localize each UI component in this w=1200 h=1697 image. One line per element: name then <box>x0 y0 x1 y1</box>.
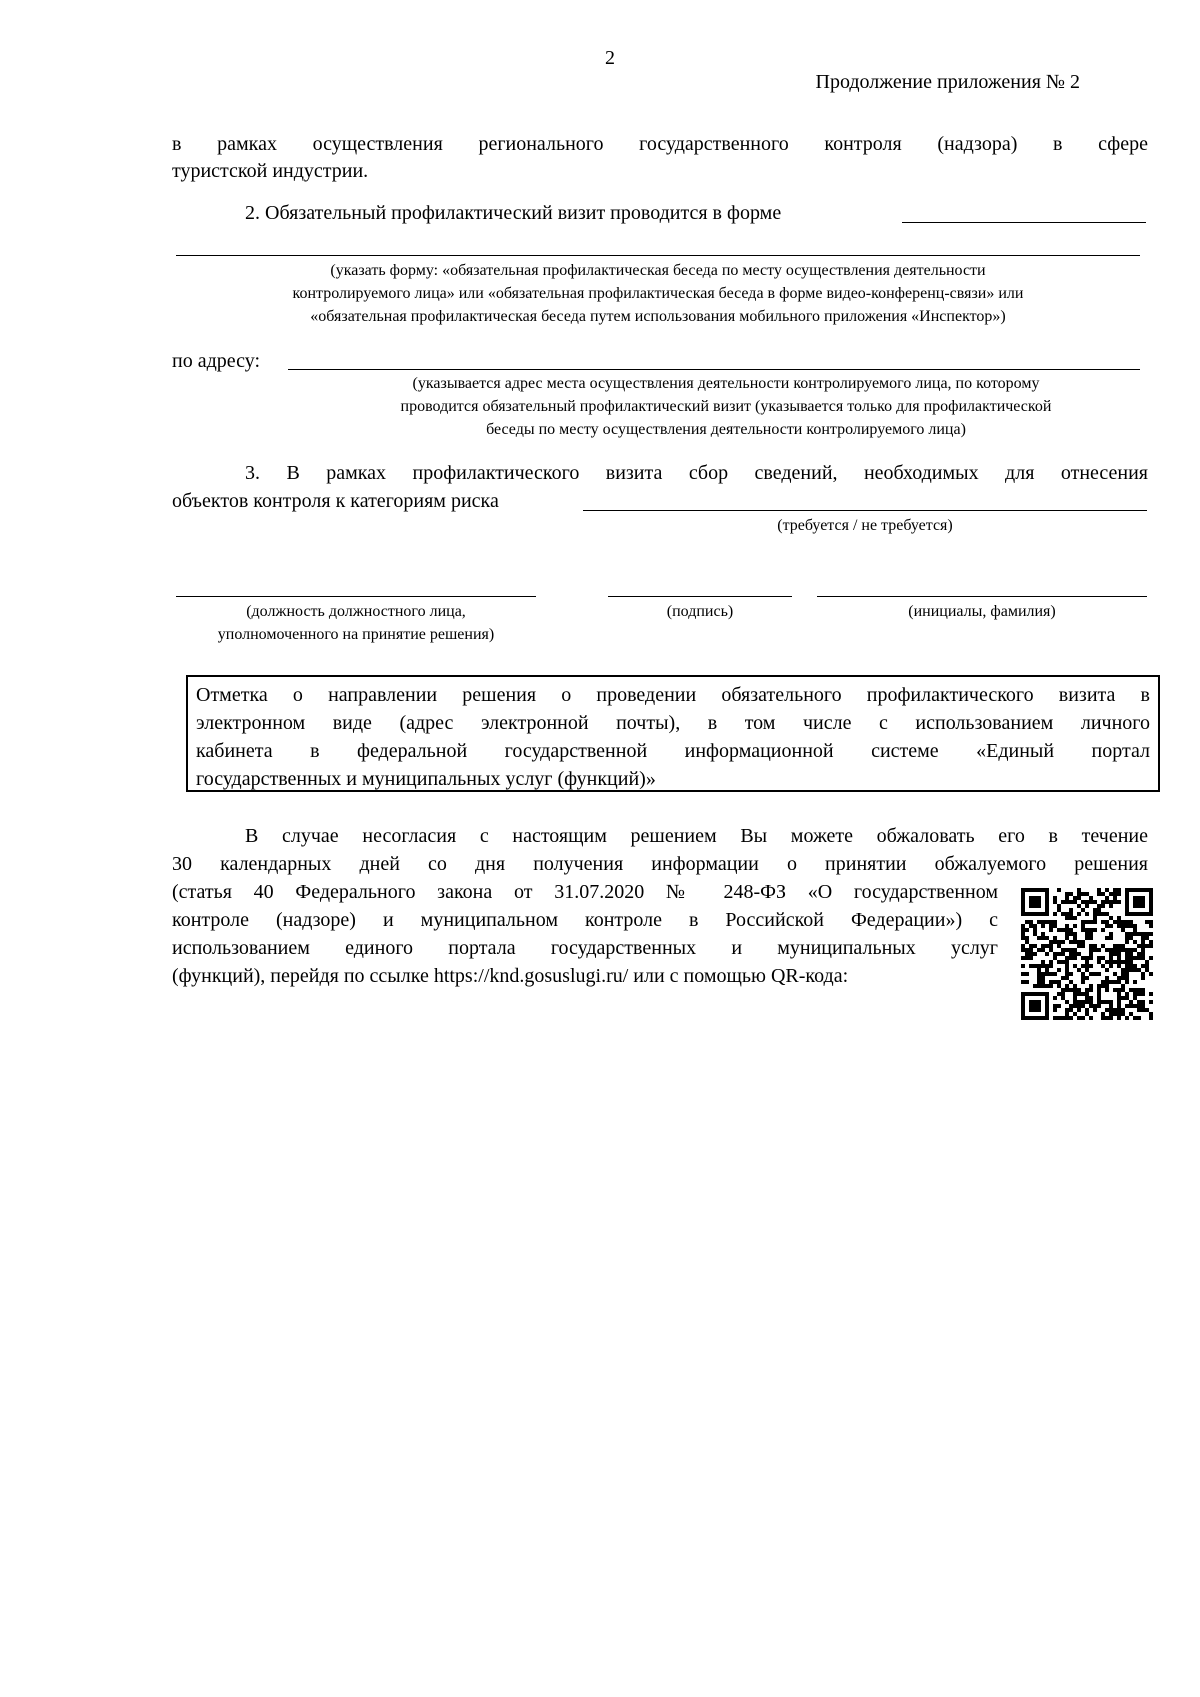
name-caption: (инициалы, фамилия) <box>908 603 1056 620</box>
note-line-1: Отметка о направлении решения о проведении обязательного профилактического визита в <box>196 684 1150 706</box>
form-input-line[interactable] <box>902 222 1146 223</box>
address-label: по адресу: <box>172 350 261 372</box>
appeal-line-2: 30 календарных дней со дня получения информации о принятии обжалуемого решения <box>172 853 1148 875</box>
appeal-line-3: (статья 40 Федерального закона от 31.07.2020 № 248-ФЗ «О государственном <box>172 881 998 903</box>
intro-line-2: туристской индустрии. <box>172 160 369 182</box>
form-hint-1: (указать форму: «обязательная профилактическая беседа по месту осуществления деятельности <box>330 262 986 279</box>
address-hint-1: (указывается адрес места осуществления деятельности контролируемого лица, по которому <box>412 375 1040 392</box>
note-line-2: электронном виде (адрес электронной почты), в том числе с использованием личного <box>196 712 1150 734</box>
section-2-text: 2. Обязательный профилактический визит проводится в форме <box>245 202 782 224</box>
note-line-4: государственных и муниципальных услуг (функций)» <box>196 768 656 790</box>
name-line[interactable] <box>817 596 1147 597</box>
position-caption-1: (должность должностного лица, <box>246 603 466 620</box>
intro-line-1: в рамках осуществления регионального государственного контроля (надзора) в сфере <box>172 133 1148 155</box>
address-input-line[interactable] <box>288 369 1140 370</box>
qr-code-icon[interactable] <box>1021 888 1153 1020</box>
form-input-line-2[interactable] <box>176 255 1140 256</box>
form-hint-3: «обязательная профилактическая беседа путем использования мобильного приложения «Инспектор») <box>310 308 1006 325</box>
risk-input-line[interactable] <box>583 510 1147 511</box>
address-hint-3: беседы по месту осуществления деятельности контролируемого лица) <box>486 421 966 438</box>
position-caption-2: уполномоченного на принятие решения) <box>217 626 495 643</box>
appeal-line-1: В случае несогласия с настоящим решением Вы можете обжаловать его в течение <box>245 825 1148 847</box>
address-hint-2: проводится обязательный профилактический визит (указывается только для профилактической <box>400 398 1052 415</box>
position-line[interactable] <box>176 596 536 597</box>
risk-hint: (требуется / не требуется) <box>777 517 953 534</box>
signature-caption: (подпись) <box>666 603 734 620</box>
appeal-line-6: (функций), перейдя по ссылке https://knd.gosuslugi.ru/ или с помощью QR-кода: <box>172 965 849 987</box>
signature-line[interactable] <box>608 596 792 597</box>
appendix-header: Продолжение приложения № 2 <box>815 71 1080 93</box>
appeal-line-4: контроле (надзоре) и муниципальном контроле в Российской Федерации») с <box>172 909 998 931</box>
page-number: 2 <box>605 47 615 69</box>
note-line-3: кабинета в федеральной государственной информационной системе «Единый портал <box>196 740 1150 762</box>
section-3-line-2: объектов контроля к категориям риска <box>172 490 499 512</box>
section-3-line-1: 3. В рамках профилактического визита сбор сведений, необходимых для отнесения <box>245 462 1148 484</box>
appeal-line-5: использованием единого портала государственных и муниципальных услуг <box>172 937 998 959</box>
electronic-delivery-note <box>186 675 1160 792</box>
form-hint-2: контролируемого лица» или «обязательная профилактическая беседа в форме видео-конференц-связи» или <box>292 285 1024 302</box>
